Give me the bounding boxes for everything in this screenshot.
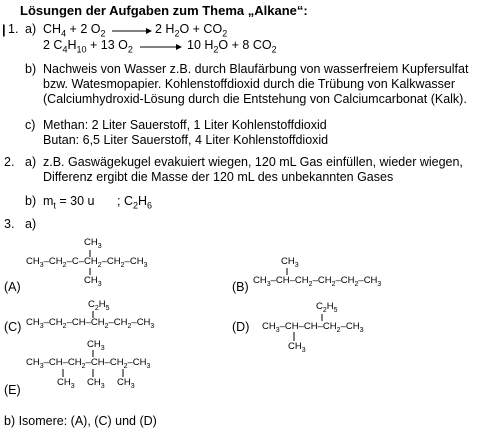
task-3-number: 3. xyxy=(4,217,15,231)
task-2-number: 2. xyxy=(4,155,15,169)
task-2b-label: b) xyxy=(25,194,37,208)
task-2a-line-2: Differenz ergibt die Masse der 120 mL des unbekannten Gases xyxy=(43,170,394,184)
structure-d-main-chain: $CH_3-CH-CH-CH_2-CH_3$ xyxy=(262,321,364,334)
page-title: Lösungen der Aufgaben zum Thema „Alkane“: xyxy=(20,3,308,18)
equation-methane: $CH_4 + 2$ $O_2$ xyxy=(43,22,106,39)
task-2b-formula: ; $C_2H_6$ xyxy=(117,194,153,211)
task-1c-line-2: Butan: 6,5 Liter Sauerstoff, 4 Liter Kohlenstoffdioxid xyxy=(43,133,329,147)
task-1b-line-2: bzw. Watesmopapier. Kohlenstoffdioxid durch die Trübung von Kalkwasser xyxy=(43,77,456,91)
structure-d-branch-bottom: $CH_3$ xyxy=(288,341,306,354)
equation-butane: 2 $C_4H_{10} + 13$ $O_2$ xyxy=(43,38,133,55)
structure-e-branch-bottom-1: $CH_3$ xyxy=(57,377,75,390)
task-1b-label: b) xyxy=(25,62,37,76)
structure-a-label: (A) xyxy=(4,280,21,294)
equation-butane-products: 10 $H_2O + 8$ $CO_2$ xyxy=(187,38,277,55)
task-1c-line-1: Methan: 2 Liter Sauerstoff, 1 Liter Kohlenstoffdioxid xyxy=(43,118,327,132)
structure-c-branch: $C_2H_5$ xyxy=(88,299,110,312)
text-cursor: | xyxy=(2,22,6,37)
task-1c-label: c) xyxy=(25,118,36,132)
structure-c-label: (C) xyxy=(4,320,22,334)
task-2a-line-1: z.B. Gaswägekugel evakuiert wiegen, 120 mL Gas einfüllen, wieder wiegen, xyxy=(43,155,463,169)
equation-methane-products: 2 $H_2O + CO_2$ xyxy=(155,22,228,39)
structure-d-branch-top: $C_2H_5$ xyxy=(316,301,338,314)
structure-a-branch-bottom: $CH_3$ xyxy=(84,275,102,288)
structure-e-branch-top: $CH_3$ xyxy=(87,339,105,352)
structure-a-main-chain: $CH_3-CH_2-C-CH_2-CH_2-CH_3$ xyxy=(26,256,148,269)
task-2a-label: a) xyxy=(25,155,37,169)
task-1a-label: a) xyxy=(25,22,37,36)
task-1b-line-3: (Calciumhydroxid-Lösung durch die Entstehung von Calciumcarbonat (Kalk). xyxy=(43,92,467,106)
structure-c-main-chain: $CH_3-CH_2-CH-CH_2-CH_2-CH_3$ xyxy=(26,317,155,330)
task-1b-line-1: Nachweis von Wasser z.B. durch Blaufärbung von wasserfreiem Kupfersulfat xyxy=(43,62,469,76)
structure-b-label: (B) xyxy=(232,280,249,294)
task-3a-label: a) xyxy=(25,217,37,231)
structure-e-main-chain: $CH_3-CH-CH_2-CH-CH_2-CH_3$ xyxy=(26,357,151,370)
task-2b-mass: $m_t = 30$ u xyxy=(43,194,95,211)
structure-d-label: (D) xyxy=(232,320,250,334)
structure-b-branch: $CH_3$ xyxy=(281,256,299,269)
structure-e-label: (E) xyxy=(4,383,21,397)
structure-e-branch-bottom-2: $CH_3$ xyxy=(87,377,105,390)
task-1-number: 1. xyxy=(8,22,19,36)
structure-a-branch-top: $CH_3$ xyxy=(84,237,102,250)
task-3b-answer: b) Isomere: (A), (C) und (D) xyxy=(4,414,157,428)
structure-b-main-chain: $CH_3-CH-CH_2-CH_2-CH_2-CH_3$ xyxy=(253,275,382,288)
structure-e-branch-bottom-3: $CH_3$ xyxy=(117,377,135,390)
